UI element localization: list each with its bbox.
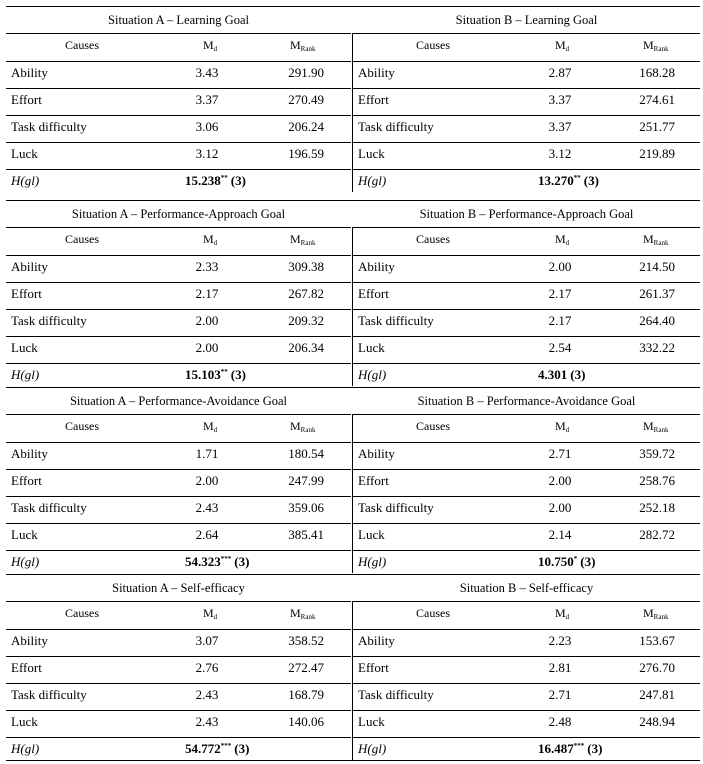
cause-cell: Luck: [11, 714, 38, 729]
md-cell: 2.43: [195, 714, 219, 729]
cause-cell: Task difficulty: [358, 119, 434, 134]
cause-cell: Task difficulty: [358, 313, 434, 328]
md-cell: 2.87: [548, 65, 572, 80]
stat-value: [185, 742, 249, 755]
cause-cell: Task difficulty: [11, 313, 87, 328]
cause-cell: Luck: [358, 527, 385, 542]
degrees-of-freedom: (3): [230, 367, 246, 382]
mrank-cell: 247.99: [288, 473, 324, 488]
mrank-cell: 261.37: [639, 286, 675, 301]
stat-label: H(gl): [11, 554, 40, 569]
row-rule: [353, 88, 700, 89]
row-rule: [6, 115, 351, 116]
situation-a-panel: [6, 387, 351, 573]
cause-cell: Luck: [11, 340, 38, 355]
header-causes: Causes: [65, 606, 99, 620]
mrank-cell: 180.54: [288, 446, 324, 461]
row-rule: [6, 169, 351, 170]
header-md: [203, 607, 217, 621]
cause-cell: Effort: [11, 473, 42, 488]
row-rule: [6, 523, 351, 524]
mrank-cell: 385.41: [288, 527, 324, 542]
cause-cell: Luck: [11, 146, 38, 161]
header-mrank-subscript: Rank: [653, 426, 669, 434]
cause-cell: Task difficulty: [11, 119, 87, 134]
mrank-cell: 272.47: [288, 660, 324, 675]
mrank-cell: 168.79: [288, 687, 324, 702]
mrank-cell: 276.70: [639, 660, 675, 675]
mrank-cell: 309.38: [288, 259, 324, 274]
header-rule: [353, 629, 700, 630]
row-rule: [353, 496, 700, 497]
md-cell: 3.12: [195, 146, 219, 161]
panel-title: Situation A – Self-efficacy: [112, 581, 245, 595]
header-md-symbol: M: [203, 606, 214, 620]
panel-divider: [352, 414, 353, 573]
header-md: [203, 233, 217, 247]
row-rule: [6, 737, 351, 738]
h-statistic: 54.772: [185, 741, 221, 756]
md-cell: 1.71: [195, 446, 219, 461]
degrees-of-freedom: (3): [234, 554, 250, 569]
row-rule: [6, 496, 351, 497]
row-rule: [353, 550, 700, 551]
significance-stars: **: [220, 368, 228, 376]
situation-a-panel: [6, 6, 351, 192]
header-rule: [353, 61, 700, 62]
header-mrank-symbol: M: [643, 419, 654, 433]
md-cell: 2.00: [195, 313, 219, 328]
stat-label: H(gl): [358, 741, 387, 756]
header-mrank-symbol: M: [643, 606, 654, 620]
situation-b-panel: [353, 387, 700, 573]
header-md-symbol: M: [555, 232, 566, 246]
md-cell: 2.81: [548, 660, 572, 675]
mrank-cell: 214.50: [639, 259, 675, 274]
degrees-of-freedom: (3): [234, 741, 250, 756]
header-md-subscript: d: [213, 426, 218, 434]
md-cell: 2.33: [195, 259, 219, 274]
md-cell: 2.00: [548, 259, 572, 274]
situation-b-panel: [353, 200, 700, 386]
cause-cell: Luck: [11, 527, 38, 542]
md-cell: 2.17: [195, 286, 219, 301]
title-rule: [6, 601, 351, 602]
header-md-subscript: d: [565, 613, 570, 621]
cause-cell: Ability: [11, 446, 48, 461]
panel-title: Situation A – Performance-Approach Goal: [71, 207, 286, 221]
significance-stars: *: [573, 555, 578, 563]
h-statistic: 13.270: [538, 173, 574, 188]
row-rule: [353, 737, 700, 738]
mrank-cell: 274.61: [639, 92, 675, 107]
panel-title: Situation A – Performance-Avoidance Goal: [69, 394, 288, 408]
cause-cell: Task difficulty: [358, 500, 434, 515]
situation-a-panel: [6, 574, 351, 760]
header-md-symbol: M: [203, 38, 214, 52]
mrank-cell: 267.82: [288, 286, 324, 301]
mrank-cell: 206.34: [288, 340, 324, 355]
h-statistic: 10.750: [538, 554, 574, 569]
md-cell: 2.43: [195, 500, 219, 515]
table-section: [6, 6, 700, 192]
table-section: [6, 387, 700, 573]
header-mrank: [643, 607, 668, 621]
degrees-of-freedom: (3): [587, 741, 603, 756]
title-rule: [6, 33, 351, 34]
stat-label: H(gl): [358, 367, 387, 382]
cause-cell: Effort: [358, 92, 389, 107]
md-cell: 3.06: [195, 119, 219, 134]
header-mrank-symbol: M: [290, 232, 301, 246]
header-md-subscript: d: [213, 45, 218, 53]
cause-cell: Luck: [358, 714, 385, 729]
h-statistic: 15.103: [185, 367, 221, 382]
header-md-subscript: d: [213, 239, 218, 247]
mrank-cell: 252.18: [639, 500, 675, 515]
md-cell: 3.07: [195, 633, 219, 648]
row-rule: [6, 550, 351, 551]
header-causes: Causes: [416, 232, 450, 246]
md-cell: 2.23: [548, 633, 572, 648]
md-cell: 3.37: [548, 92, 572, 107]
row-rule: [6, 469, 351, 470]
header-mrank-symbol: M: [290, 419, 301, 433]
header-mrank-symbol: M: [290, 38, 301, 52]
cause-cell: Ability: [11, 633, 48, 648]
mrank-cell: 291.90: [288, 65, 324, 80]
mrank-cell: 140.06: [288, 714, 324, 729]
stat-label: H(gl): [11, 173, 40, 188]
md-cell: 3.43: [195, 65, 219, 80]
cause-cell: Ability: [358, 259, 395, 274]
stat-value: [185, 174, 246, 187]
header-md: [203, 39, 217, 53]
header-rule: [353, 442, 700, 443]
header-mrank: [643, 233, 668, 247]
h-statistic: 54.323: [185, 554, 221, 569]
stat-label: H(gl): [11, 741, 40, 756]
stat-value: [538, 174, 599, 187]
md-cell: 2.00: [548, 500, 572, 515]
header-mrank-subscript: Rank: [300, 45, 316, 53]
header-mrank: [290, 39, 315, 53]
header-mrank: [290, 607, 315, 621]
degrees-of-freedom: (3): [230, 173, 246, 188]
md-cell: 2.00: [195, 340, 219, 355]
row-rule: [6, 683, 351, 684]
table-section: [6, 200, 700, 386]
row-rule: [353, 115, 700, 116]
header-causes: Causes: [65, 232, 99, 246]
row-rule: [6, 282, 351, 283]
cause-cell: Effort: [358, 660, 389, 675]
title-rule: [353, 33, 700, 34]
panel-title: Situation B – Performance-Avoidance Goal: [417, 394, 636, 408]
h-statistic: 4.301: [538, 367, 568, 382]
header-mrank: [643, 39, 668, 53]
situation-b-panel: [353, 574, 700, 760]
row-rule: [6, 710, 351, 711]
header-causes: Causes: [416, 38, 450, 52]
header-mrank-subscript: Rank: [300, 239, 316, 247]
mrank-cell: 247.81: [639, 687, 675, 702]
header-md-symbol: M: [555, 606, 566, 620]
title-rule: [353, 414, 700, 415]
md-cell: 3.37: [548, 119, 572, 134]
mrank-cell: 209.32: [288, 313, 324, 328]
header-md-symbol: M: [555, 38, 566, 52]
md-cell: 2.17: [548, 286, 572, 301]
stat-value: [538, 555, 595, 568]
row-rule: [353, 710, 700, 711]
header-md: [555, 233, 569, 247]
cause-cell: Task difficulty: [11, 687, 87, 702]
situation-a-panel: [6, 200, 351, 386]
row-rule: [353, 469, 700, 470]
row-rule: [353, 363, 700, 364]
mrank-cell: 219.89: [639, 146, 675, 161]
title-rule: [353, 227, 700, 228]
stat-value: [185, 368, 246, 381]
h-statistic: 15.238: [185, 173, 221, 188]
row-rule: [353, 523, 700, 524]
row-rule: [353, 683, 700, 684]
stat-label: H(gl): [358, 173, 387, 188]
header-mrank-symbol: M: [643, 38, 654, 52]
panel-title: Situation A – Learning Goal: [108, 13, 249, 27]
mrank-cell: 358.52: [288, 633, 324, 648]
header-rule: [353, 255, 700, 256]
header-causes: Causes: [416, 419, 450, 433]
header-rule: [6, 61, 351, 62]
cause-cell: Ability: [11, 259, 48, 274]
md-cell: 2.00: [195, 473, 219, 488]
stat-value: [538, 368, 585, 381]
cause-cell: Effort: [11, 286, 42, 301]
degrees-of-freedom: (3): [583, 173, 599, 188]
header-mrank-subscript: Rank: [653, 239, 669, 247]
header-mrank-subscript: Rank: [653, 613, 669, 621]
title-rule: [6, 227, 351, 228]
cause-cell: Ability: [11, 65, 48, 80]
md-cell: 2.64: [195, 527, 219, 542]
h-statistic: 16.487: [538, 741, 574, 756]
table-section: [6, 574, 700, 760]
stat-label: H(gl): [358, 554, 387, 569]
header-mrank-subscript: Rank: [653, 45, 669, 53]
mrank-cell: 264.40: [639, 313, 675, 328]
header-rule: [6, 442, 351, 443]
panel-title: Situation B – Self-efficacy: [459, 581, 594, 595]
header-causes: Causes: [65, 38, 99, 52]
header-md-symbol: M: [555, 419, 566, 433]
md-cell: 2.48: [548, 714, 572, 729]
md-cell: 2.54: [548, 340, 572, 355]
row-rule: [353, 169, 700, 170]
header-mrank-subscript: Rank: [300, 613, 316, 621]
header-md-symbol: M: [203, 419, 214, 433]
header-mrank: [643, 420, 668, 434]
stat-label: H(gl): [11, 367, 40, 382]
md-cell: 2.76: [195, 660, 219, 675]
cause-cell: Effort: [358, 473, 389, 488]
panel-divider: [352, 227, 353, 386]
mrank-cell: 206.24: [288, 119, 324, 134]
header-md: [555, 420, 569, 434]
cause-cell: Effort: [11, 92, 42, 107]
degrees-of-freedom: (3): [580, 554, 596, 569]
header-md-subscript: d: [213, 613, 218, 621]
row-rule: [353, 309, 700, 310]
header-md-subscript: d: [565, 426, 570, 434]
panel-title: Situation B – Performance-Approach Goal: [419, 207, 634, 221]
row-rule: [6, 363, 351, 364]
cause-cell: Ability: [358, 65, 395, 80]
significance-stars: **: [220, 174, 228, 182]
degrees-of-freedom: (3): [570, 367, 586, 382]
row-rule: [6, 336, 351, 337]
row-rule: [353, 656, 700, 657]
row-rule: [6, 88, 351, 89]
header-rule: [6, 255, 351, 256]
md-cell: 2.43: [195, 687, 219, 702]
md-cell: 2.71: [548, 687, 572, 702]
significance-stars: ***: [220, 742, 232, 750]
header-md-subscript: d: [565, 239, 570, 247]
panel-divider: [352, 601, 353, 760]
mrank-cell: 196.59: [288, 146, 324, 161]
cause-cell: Luck: [358, 340, 385, 355]
header-mrank: [290, 420, 315, 434]
row-rule: [353, 142, 700, 143]
header-md: [555, 607, 569, 621]
row-rule: [6, 142, 351, 143]
row-rule: [6, 656, 351, 657]
mrank-cell: 153.67: [639, 633, 675, 648]
row-rule: [353, 282, 700, 283]
mrank-cell: 251.77: [639, 119, 675, 134]
cause-cell: Ability: [358, 446, 395, 461]
row-rule: [353, 336, 700, 337]
header-causes: Causes: [416, 606, 450, 620]
header-md: [203, 420, 217, 434]
md-cell: 2.14: [548, 527, 572, 542]
situation-b-panel: [353, 6, 700, 192]
table-bottom-rule: [6, 760, 700, 761]
header-mrank-subscript: Rank: [300, 426, 316, 434]
header-md-subscript: d: [565, 45, 570, 53]
md-cell: 2.71: [548, 446, 572, 461]
mrank-cell: 282.72: [639, 527, 675, 542]
mrank-cell: 359.72: [639, 446, 675, 461]
mrank-cell: 248.94: [639, 714, 675, 729]
title-rule: [6, 414, 351, 415]
cause-cell: Effort: [11, 660, 42, 675]
md-cell: 2.00: [548, 473, 572, 488]
cause-cell: Effort: [358, 286, 389, 301]
significance-stars: ***: [573, 742, 585, 750]
cause-cell: Luck: [358, 146, 385, 161]
header-md-symbol: M: [203, 232, 214, 246]
cause-cell: Task difficulty: [11, 500, 87, 515]
md-cell: 3.12: [548, 146, 572, 161]
header-causes: Causes: [65, 419, 99, 433]
header-rule: [6, 629, 351, 630]
title-rule: [353, 601, 700, 602]
significance-stars: ***: [220, 555, 232, 563]
cause-cell: Ability: [358, 633, 395, 648]
md-cell: 2.17: [548, 313, 572, 328]
cause-cell: Task difficulty: [358, 687, 434, 702]
header-mrank-symbol: M: [643, 232, 654, 246]
md-cell: 3.37: [195, 92, 219, 107]
mrank-cell: 332.22: [639, 340, 675, 355]
row-rule: [6, 309, 351, 310]
significance-stars: **: [573, 174, 581, 182]
stat-value: [185, 555, 249, 568]
mrank-cell: 270.49: [288, 92, 324, 107]
mrank-cell: 359.06: [288, 500, 324, 515]
stat-value: [538, 742, 602, 755]
panel-title: Situation B – Learning Goal: [455, 13, 598, 27]
panel-divider: [352, 33, 353, 192]
header-mrank: [290, 233, 315, 247]
mrank-cell: 258.76: [639, 473, 675, 488]
header-md: [555, 39, 569, 53]
header-mrank-symbol: M: [290, 606, 301, 620]
mrank-cell: 168.28: [639, 65, 675, 80]
